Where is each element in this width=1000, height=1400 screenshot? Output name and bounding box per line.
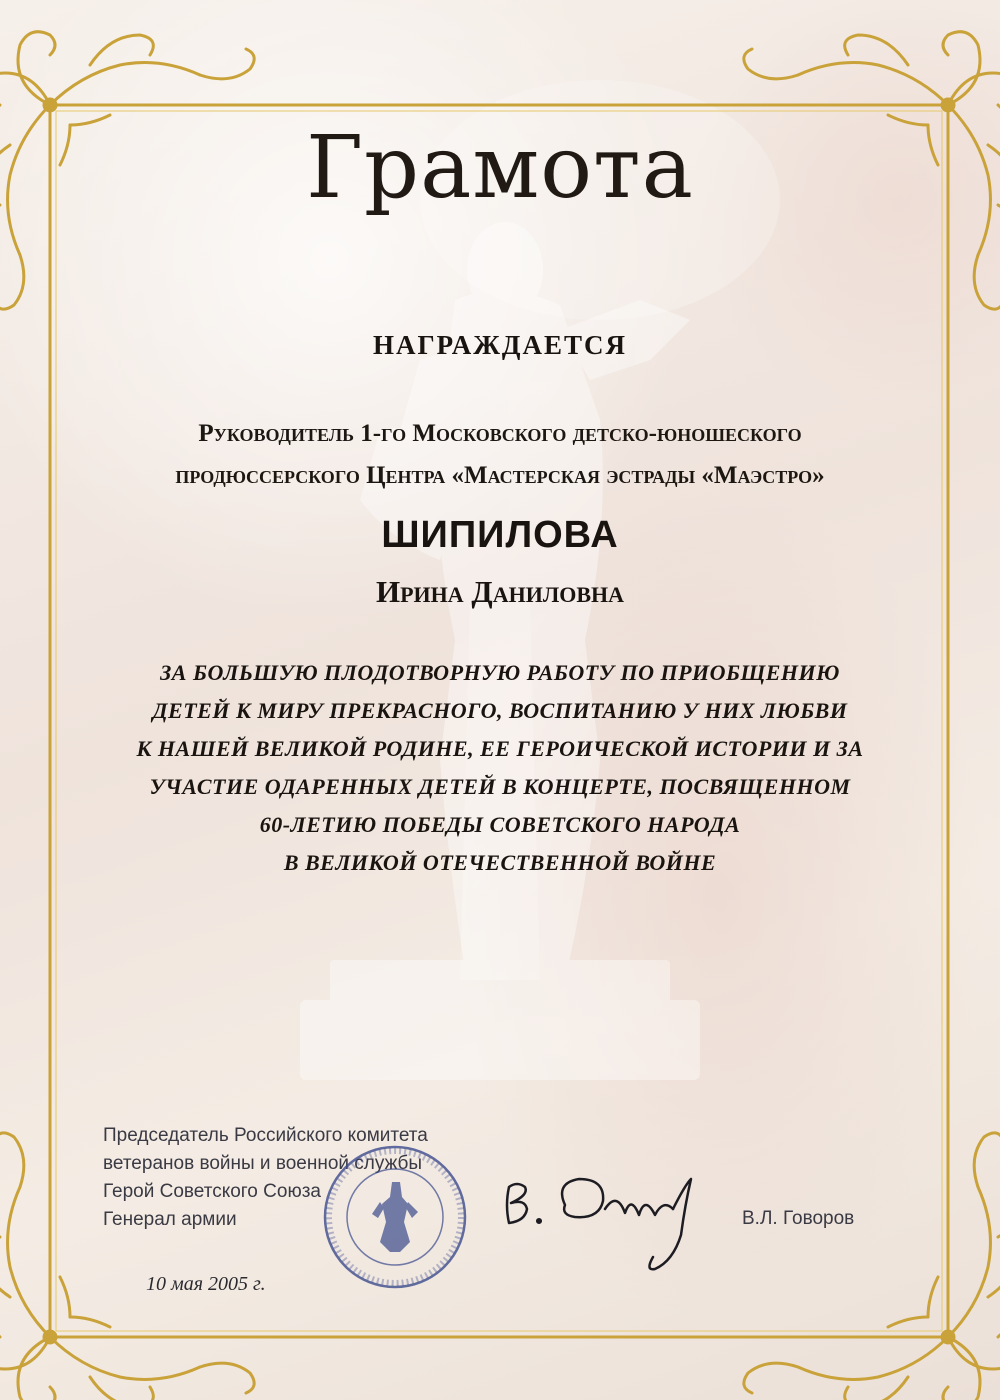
frame-corner-ornament — [744, 1133, 1000, 1400]
recipient-given-names: Ирина Даниловна — [375, 574, 625, 609]
reason-line: ДЕТЕЙ К МИРУ ПРЕКРАСНОГО, ВОСПИТАНИЮ У НИХ ЛЮБВИ — [152, 698, 848, 723]
recipient-surname: ШИПИЛОВА — [381, 514, 619, 556]
signatory-line: Герой Советского Союза — [103, 1181, 321, 1202]
signatory-line: Генерал армии — [103, 1209, 237, 1230]
awarded-label: НАГРАЖДАЕТСЯ — [372, 330, 627, 360]
position-line: продюссерского Центра «Мастерская эстрады «Маэстро» — [175, 462, 825, 489]
reason-line: 60-ЛЕТИЮ ПОБЕДЫ СОВЕТСКОГО НАРОДА — [259, 812, 741, 837]
signatory-name: В.Л. Говоров — [742, 1208, 855, 1229]
signatory-line: ветеранов войны и военной службы — [103, 1153, 423, 1174]
reason-line: В ВЕЛИКОЙ ОТЕЧЕСТВЕННОЙ ВОЙНЕ — [283, 850, 717, 875]
signatory-line: Председатель Российского комитета — [103, 1125, 428, 1146]
certificate-title: Грамота — [306, 118, 694, 218]
reason-line: УЧАСТИЕ ОДАРЕННЫХ ДЕТЕЙ В КОНЦЕРТЕ, ПОСВЯЩЕННОМ — [149, 774, 851, 799]
issue-date: 10 мая 2005 г. — [146, 1273, 266, 1295]
position-line: Руководитель 1-го Московского детско-юношеского — [198, 420, 802, 447]
reason-line: К НАШЕЙ ВЕЛИКОЙ РОДИНЕ, ЕЕ ГЕРОИЧЕСКОЙ ИСТОРИИ И ЗА — [136, 736, 864, 761]
round-stamp — [320, 1142, 470, 1292]
reason-line: ЗА БОЛЬШУЮ ПЛОДОТВОРНУЮ РАБОТУ ПО ПРИОБЩЕНИЮ — [160, 660, 840, 685]
handwritten-signature — [495, 1165, 725, 1285]
